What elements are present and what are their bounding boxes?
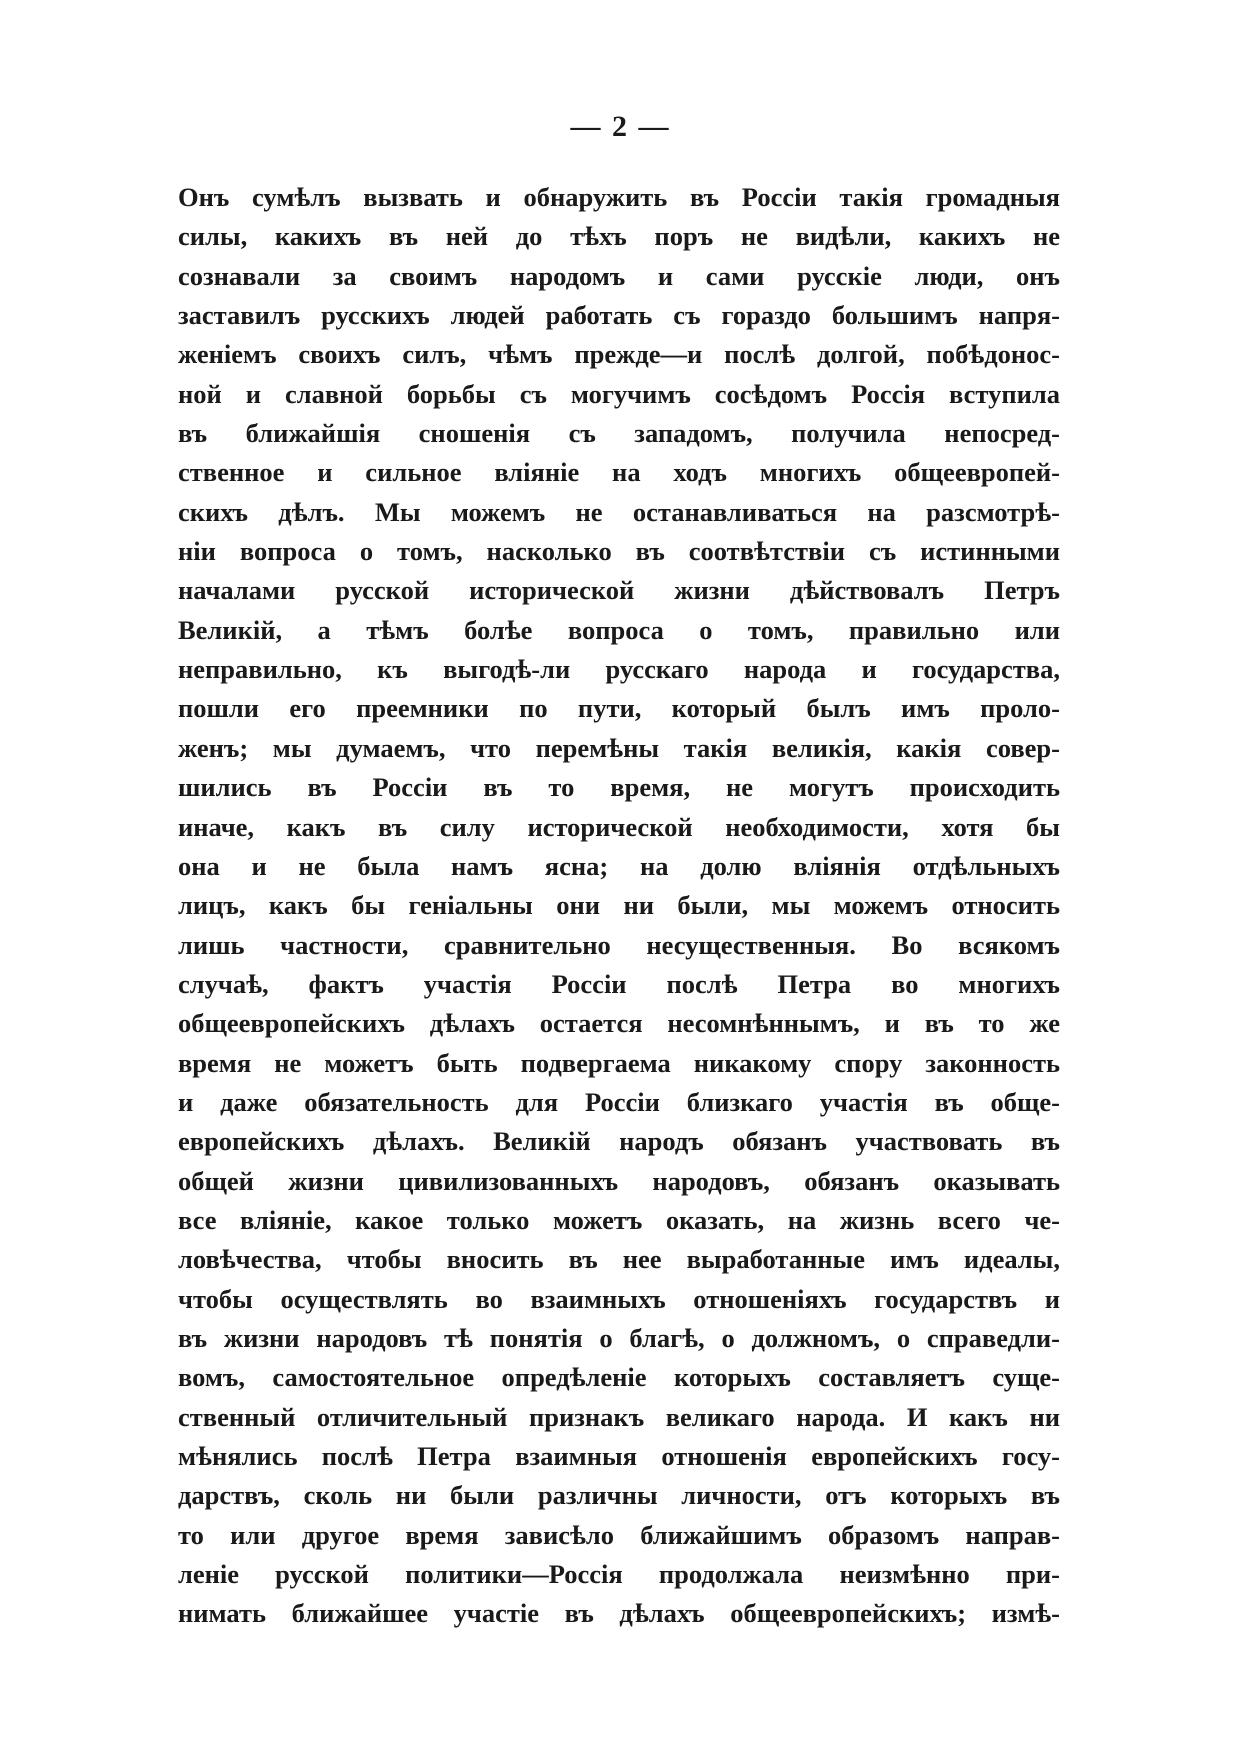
- text-line: ной и славной борьбы съ могучимъ сосѣдомъ Россiя вступила: [178, 378, 1060, 409]
- text-line: силы, какихъ въ ней до тѣхъ поръ не видѣли, какихъ не: [178, 221, 1060, 252]
- text-line: неправильно, къ выгодѣ-ли русскаго народа и государства,: [178, 654, 1060, 685]
- text-line: европейскихъ дѣлахъ. Великiй народъ обязанъ участвовать въ: [178, 1126, 1060, 1157]
- text-line: заставилъ русскихъ людей работать съ гораздо большимъ напря-: [178, 300, 1060, 331]
- text-line: она и не была намъ ясна; на долю влiянiя отдѣльныхъ: [178, 850, 1060, 881]
- text-line: и даже обязательность для Россiи близкаго участiя въ обще-: [178, 1086, 1060, 1117]
- text-line: пошли его преемники по пути, который былъ имъ проло-: [178, 693, 1060, 724]
- text-line: ственный отличительный признакъ великаго народа. И какъ ни: [178, 1401, 1060, 1432]
- text-line: время не можетъ быть подвергаема никакому спору законность: [178, 1047, 1060, 1078]
- text-line: скихъ дѣлъ. Мы можемъ не останавливаться на разсмотрѣ-: [178, 496, 1060, 527]
- text-line: женiемъ своихъ силъ, чѣмъ прежде—и послѣ долгой, побѣдонос-: [178, 339, 1060, 370]
- text-line: лицъ, какъ бы генiальны они ни были, мы можемъ относить: [178, 890, 1060, 921]
- text-line: чтобы осуществлять во взаимныхъ отношенiяхъ государствъ и: [178, 1283, 1060, 1314]
- text-line: ленiе русской политики—Россiя продолжала неизмѣнно при-: [178, 1559, 1060, 1590]
- text-line: вомъ, самостоятельное опредѣленiе которыхъ составляетъ суще-: [178, 1362, 1060, 1393]
- text-line: нимать ближайшее участiе въ дѣлахъ общеевропейскихъ; измѣ-: [178, 1598, 1060, 1629]
- text-line: нiи вопроса о томъ, насколько въ соотвѣтствiи съ истинными: [178, 536, 1060, 567]
- text-line: началами русской исторической жизни дѣйствовалъ Петръ: [178, 575, 1060, 606]
- text-line: общей жизни цивилизованныхъ народовъ, обязанъ оказывать: [178, 1165, 1060, 1196]
- page-number: — 2 —: [570, 110, 671, 143]
- text-line: иначе, какъ въ силу исторической необходимости, хотя бы: [178, 811, 1060, 842]
- text-line: ственное и сильное влiянiе на ходъ многихъ общеевропей-: [178, 457, 1060, 488]
- text-line: дарствъ, сколь ни были различны личности, отъ которыхъ въ: [178, 1480, 1060, 1511]
- text-line: общеевропейскихъ дѣлахъ остается несомнѣннымъ, и въ то же: [178, 1008, 1060, 1039]
- text-line: ловѣчества, чтобы вносить въ нее выработанные имъ идеалы,: [178, 1244, 1060, 1275]
- text-line: сознавали за своимъ народомъ и сами русскiе люди, онъ: [178, 260, 1060, 291]
- text-line: случаѣ, фактъ участiя Россiи послѣ Петра во многихъ: [178, 968, 1060, 999]
- text-line: все влiянiе, какое только можетъ оказать, на жизнь всего че-: [178, 1204, 1060, 1235]
- text-line: женъ; мы думаемъ, что перемѣны такiя великiя, какiя совер-: [178, 732, 1060, 763]
- text-line: то или другое время зависѣло ближайшимъ образомъ направ-: [178, 1519, 1060, 1550]
- body-text: [178, 178, 1060, 1634]
- text-line: въ жизни народовъ тѣ понятiя о благѣ, о должномъ, о справедли-: [178, 1322, 1060, 1353]
- text-line: мѣнялись послѣ Петра взаимныя отношенiя европейскихъ госу-: [178, 1441, 1060, 1471]
- text-line: въ ближайшiя сношенiя съ западомъ, получила непосред-: [178, 418, 1060, 449]
- text-line: шились въ Россiи въ то время, не могутъ происходить: [178, 772, 1060, 803]
- text-line: Великiй, а тѣмъ болѣе вопроса о томъ, правильно или: [178, 614, 1060, 645]
- text-line: лишь частности, сравнительно несущественныя. Во всякомъ: [178, 929, 1060, 960]
- text-line: Онъ сумѣлъ вызвать и обнаружить въ Россiи такiя громадныя: [178, 182, 1060, 212]
